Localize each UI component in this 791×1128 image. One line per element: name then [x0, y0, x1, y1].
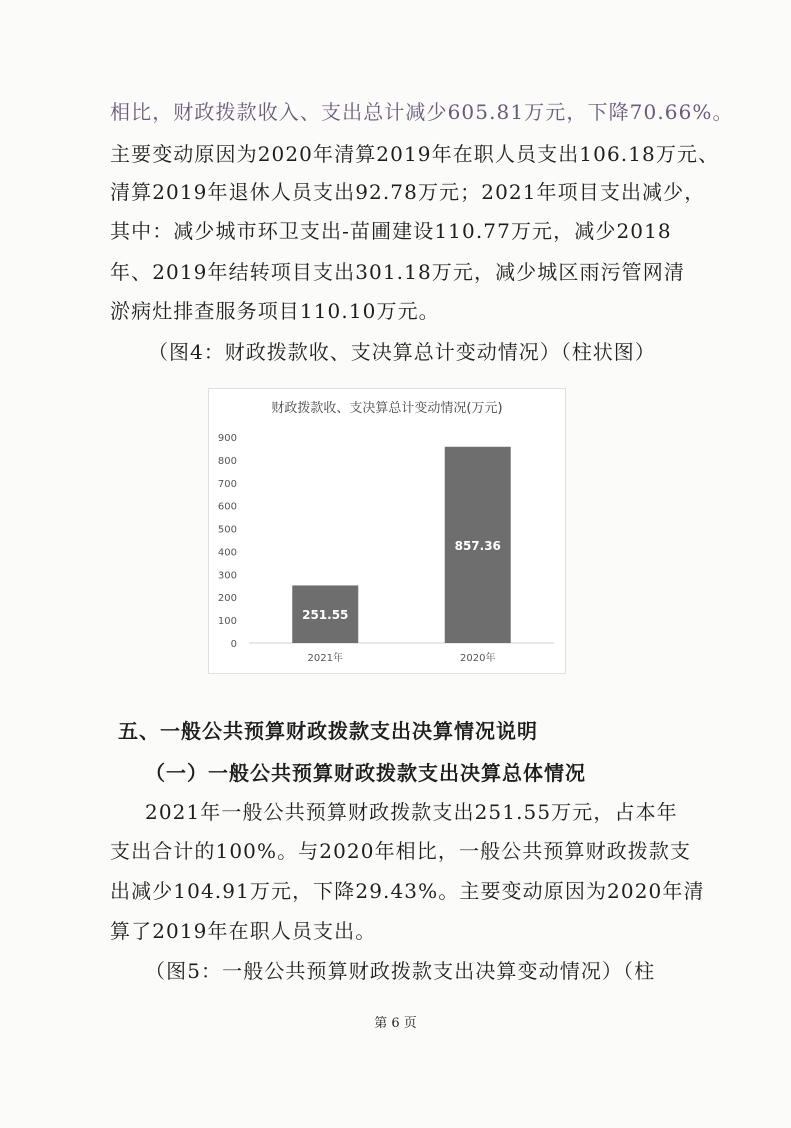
section-heading: 五、一般公共预算财政拨款支出决算情况说明: [118, 719, 538, 743]
x-tick-label: 2021年: [307, 653, 343, 664]
paragraph-line: 淤病灶排查服务项目110.10万元。: [110, 299, 440, 323]
y-tick-label: 600: [217, 501, 237, 513]
chart-plot: [209, 389, 565, 673]
paragraph-line: 出减少104.91万元，下降29.43%。主要变动原因为2020年清: [110, 879, 705, 903]
y-tick-label: 200: [217, 593, 237, 605]
paragraph-line: 清算2019年退休人员支出92.78万元；2021年项目支出减少，: [110, 180, 706, 204]
page-number: 第 6 页: [374, 1016, 417, 1031]
paragraph-line: 支出合计的100%。与2020年相比，一般公共预算财政拨款支: [110, 839, 692, 863]
paragraph-line: 其中：减少城市环卫支出-苗圃建设110.77万元，减少2018: [110, 219, 672, 243]
data-label: 251.55: [302, 608, 349, 623]
bar-chart: [208, 388, 566, 674]
y-tick-label: 300: [217, 570, 237, 582]
y-tick-label: 700: [217, 478, 237, 490]
subsection-heading: （一）一般公共预算财政拨款支出决算总体情况: [145, 761, 586, 785]
figure-5-caption: （图5：一般公共预算财政拨款支出决算变动情况）（柱: [145, 959, 656, 983]
paragraph-line: 算了2019年在职人员支出。: [110, 919, 377, 943]
paragraph-line: 主要变动原因为2020年清算2019年在职人员支出106.18万元、: [110, 142, 720, 166]
y-tick-label: 500: [217, 524, 237, 536]
chart-title: 财政拨款收、支决算总计变动情况(万元): [271, 401, 503, 416]
x-tick-label: 2020年: [460, 653, 496, 664]
paragraph-line: 2021年一般公共预算财政拨款支出251.55万元，占本年: [145, 800, 678, 824]
y-tick-label: 100: [217, 616, 237, 628]
figure-4-caption: （图4：财政拨款收、支决算总计变动情况）（柱状图）: [148, 340, 656, 364]
paragraph-line: 年、2019年结转项目支出301.18万元，减少城区雨污管网清: [110, 260, 685, 284]
y-tick-label: 900: [217, 433, 237, 444]
paragraph-line: 相比，财政拨款收入、支出总计减少605.81万元，下降70.66%。: [110, 100, 734, 124]
y-tick-label: 800: [217, 455, 237, 467]
data-label: 857.36: [454, 538, 501, 553]
y-tick-label: 400: [217, 547, 237, 559]
y-tick-label: 0: [230, 639, 237, 650]
